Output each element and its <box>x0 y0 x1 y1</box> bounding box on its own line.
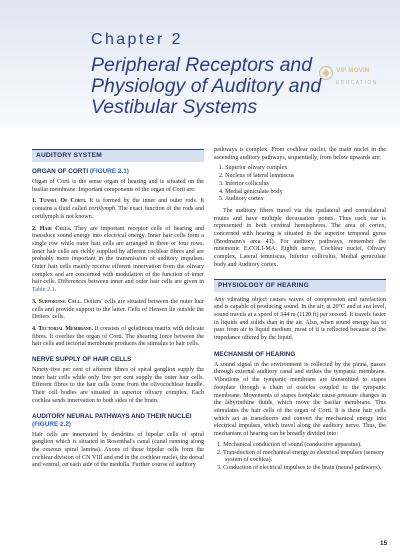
hair-cells-text: They are important receptor cells of hearing and transduce sound energy into electrical energy. Inner hair cells form a single row while outer hair cells are arranged in three or four rows. Inner hair cells are richly supplied by afferent cochlear fibres and are probably more important in the transmission of auditory impulses. Outer hair cells mainly receive efferent innervation from the olivary complex and are concerned with modulation of the function of inner hair cells. Differences between inner and outer hair cells are given in <box>32 225 204 286</box>
term-hair-cells: 2. Hair Cells. <box>32 225 72 232</box>
list-item: 1. Superior olivary complex <box>219 165 288 172</box>
chapter-title: Peripheral Receptors and Physiology of Auditory and Vestibular Systems <box>91 54 322 118</box>
list-item: 2. Nucleus of lateral lemniscus <box>219 173 295 180</box>
watermark-name: VIP MOVIN <box>336 67 370 74</box>
component-tectorial-membrane <box>32 326 204 349</box>
auditory-fibres-text: The auditory fibres travel via the ipsilateral and contralateral routes and have multiple decussation points. Thus each ear is represented in both cerebral hemispheres. The area of cortex, concerned with hearing is situated in the superior temporal gyrus (Brodmann's area 41). For auditory pathways, remember the mnemonic E.COLI-MA: Eighth nerve, Cochlear nuclei, Olivary complex, Lateral lemniscus, Inferior colliculus, Medial geniculate body and Auditory cortex. <box>214 207 386 268</box>
term-tectorial-membrane: 4. Tectorial Membrane. <box>32 325 93 332</box>
watermark-logo <box>318 65 398 91</box>
subheading-auditory-pathways-text: AUDITORY NEURAL PATHWAYS AND THEIR NUCLEI <box>32 412 192 420</box>
watermark-subtitle: EDUCATION <box>336 80 378 86</box>
right-column <box>214 147 386 473</box>
auditory-pathways-text: Hair cells are innervated by dendrites of bipolar cells of spiral ganglion which is situated in Rosenthal's canal (canal running along the osseous spiral lamina). Axons of these bipolar cells form the cochlear division of CN VIII and end in the cochlear nuclei, the dorsal and ventral, on each side of the medulla. Further course of auditory <box>32 431 204 469</box>
mechanism-steps-list <box>217 442 386 473</box>
pathways-continued-text: pathways is complex. From cochlear nuclei, the main nuclei in the ascending auditory pathways, sequentially, from below upwards are: <box>214 147 386 161</box>
list-item: 3. Inferior colliculus <box>219 180 269 187</box>
subheading-mechanism-of-hearing: MECHANISM OF HEARING <box>214 350 296 358</box>
list-item: 2. Transduction of mechanical energy to electrical impulses (sensory system of cochlea). <box>217 449 385 464</box>
subheading-auditory-pathways <box>32 413 204 429</box>
tunnel-text-a: It is formed by the inner and outer rods. It contains a fluid called <box>32 198 204 213</box>
list-item: 5. Auditory cortex <box>219 196 264 203</box>
left-column <box>32 149 204 470</box>
term-cortilymph: cortilymph. <box>88 206 117 213</box>
ascending-nuclei-list <box>219 165 386 204</box>
subheading-organ-of-corti <box>32 168 204 176</box>
tunnel-text-b: The exact function of the rods and cortilymph is not known. <box>32 206 204 220</box>
organ-of-corti-intro: Organ of Corti is the sense organ of hearing and is situated on the basilar membrane. Important components of the organ of Corti are: <box>32 179 204 193</box>
mechanism-text: A sound signal in the environment is collected by the pinna, passes through external auditory canal and strikes the tympanic membrane. Vibrations of the tympanic membrane are transmitted to stapes footplate through a chain of ossicles coupled to the tympanic membrane. Movements of stapes footplate cause pressure changes in the labyrinthine fluids, which move the basilar membrane. This stimulates the hair cells of the organ of Corti. It is these hair cells which act as transducers and convert the mechanical energy into electrical impulses, which travel along the auditory nerve. Thus, the mechanism of hearing can be broadly divided into: <box>214 361 386 438</box>
watermark-emblem-icon <box>318 65 334 81</box>
list-item: 1. Mechanical conduction of sound (conductive apparatus). <box>217 441 362 448</box>
supporting-cell-text: Deiters' cells are situated between the outer hair cells and provide support to the latter. Cells of Hensen lie outside the Deiters' cells. <box>32 298 204 321</box>
term-tunnel-of-corti: 1. Tunnel Of Corti. <box>32 198 87 205</box>
chapter-label: Chapter 2 <box>91 31 183 48</box>
tectorial-membrane-text: It consists of gelatinous matrix with delicate fibres. It overlies the organ of Corti. The shearing force between the hair cells and tectorial membrane produces the stimulus to hair cells. <box>32 325 205 348</box>
figure-link-2-2[interactable]: (FIGURE 2.2) <box>32 420 72 428</box>
component-tunnel-of-corti <box>32 198 204 221</box>
list-item: 4. Medial geniculate body <box>219 188 283 195</box>
page-number: 15 <box>380 540 388 547</box>
component-supporting-cell <box>32 299 204 322</box>
component-hair-cells <box>32 226 204 295</box>
physiology-text: Any vibrating object causes waves of compression and rarefaction and is capable of producing sound. In the air, at 20°C and at sea level, sound travels at a speed of 344 m (1120 ft) per second. It travels faster in liquids and solids than in the air. Also, when sound energy has to pass from air to liquid medium, most of it is reflected because of the impedance offered by the liquid. <box>214 296 386 342</box>
table-link-2-1[interactable]: Table 2.1. <box>32 287 57 294</box>
term-supporting-cell: 3. Supporting Cell. <box>32 298 82 305</box>
subheading-organ-of-corti-text: ORGAN OF CORTI <box>32 168 89 175</box>
section-heading-auditory-system: AUDITORY SYSTEM <box>32 149 204 162</box>
figure-link-2-1[interactable]: (FIGURE 2.1) <box>89 168 129 175</box>
subheading-nerve-supply: NERVE SUPPLY OF HAIR CELLS <box>32 356 132 364</box>
list-item: 3. Conduction of electrical impulses to the brain (neural pathways). <box>217 464 382 471</box>
nerve-supply-text: Ninety-five per cent of afferent fibres of spiral ganglion supply the inner hair cells while only five per cent supply the outer hair cells. Efferent fibres to the hair cells come from the olivocochlear bundle. Their cell bodies are situated in superior olivary complex. Each cochlea sends innervation to both sides of the brain. <box>32 367 204 404</box>
section-heading-physiology: PHYSIOLOGY OF HEARING <box>214 279 386 292</box>
